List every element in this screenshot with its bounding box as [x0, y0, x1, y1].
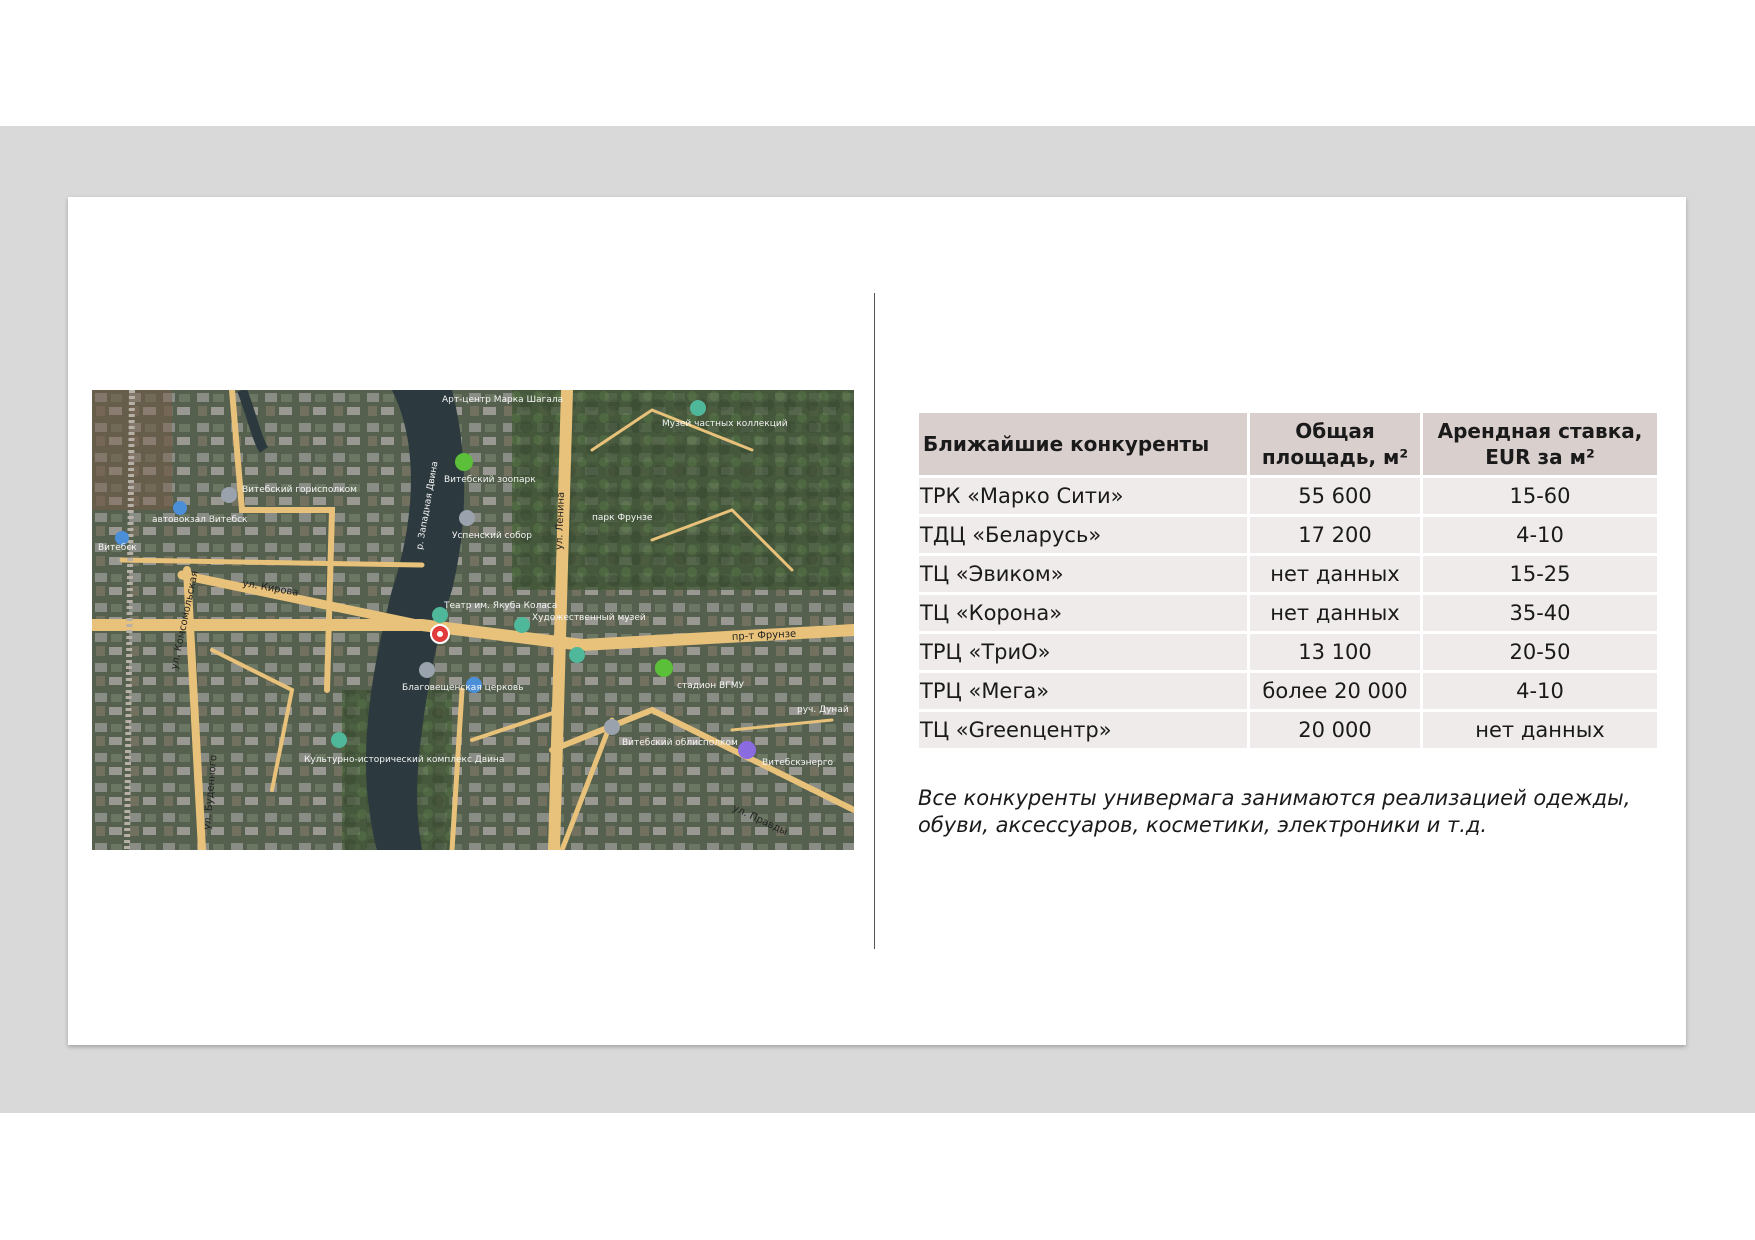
rail-yard-area	[92, 390, 172, 510]
street-label: пр-т Фрунзе	[731, 628, 797, 643]
map-label: Театр им. Якуба Коласа	[444, 601, 558, 611]
map-label: Музей частных коллекций	[662, 419, 788, 429]
competitor-name: ТЦ «Greenцентр»	[919, 712, 1247, 748]
museum-icon	[514, 617, 530, 633]
church-icon	[459, 510, 475, 526]
competitor-rent: 15-25	[1423, 556, 1657, 592]
vertical-divider	[874, 293, 875, 949]
competitor-name: ТЦ «Корона»	[919, 595, 1247, 631]
satellite-map[interactable]	[92, 390, 854, 850]
map-label: Витебский облисполком	[622, 738, 738, 748]
building-icon	[604, 719, 620, 735]
competitor-name: ТРЦ «Мега»	[919, 673, 1247, 709]
competitors-note: Все конкуренты универмага занимаются реализацией одежды, обуви, аксессуаров, косметики, электроники и т.д.	[918, 786, 1631, 837]
table-row	[919, 517, 1657, 553]
power-icon	[738, 741, 756, 759]
table-row	[919, 556, 1657, 592]
competitors-table	[916, 410, 1660, 751]
competitor-area: 17 200	[1250, 517, 1420, 553]
map-label: Витебскэнерго	[762, 758, 834, 768]
map-label: Витебский горисполком	[242, 485, 357, 495]
competitor-rent: 15-60	[1423, 478, 1657, 514]
competitor-rent: нет данных	[1423, 712, 1657, 748]
map-label: Витебский зоопарк	[444, 475, 536, 485]
zoo-icon	[455, 453, 473, 471]
stadium-icon	[655, 659, 673, 677]
map-canvas	[92, 390, 854, 850]
map-label: парк Фрунзе	[592, 513, 653, 523]
map-label: Витебск	[98, 543, 137, 553]
competitor-rent: 4-10	[1423, 673, 1657, 709]
table-row	[919, 712, 1657, 748]
competitor-name: ТЦ «Эвиком»	[919, 556, 1247, 592]
table-row	[919, 595, 1657, 631]
museum-icon	[569, 647, 585, 663]
competitor-name: ТРК «Марко Сити»	[919, 478, 1247, 514]
museum-icon	[331, 732, 347, 748]
competitor-area: более 20 000	[1250, 673, 1420, 709]
map-label: автовокзал Витебск	[152, 515, 248, 525]
map-label: Художественный музей	[532, 613, 646, 623]
competitor-area: нет данных	[1250, 595, 1420, 631]
competitor-name: ТРЦ «ТриО»	[919, 634, 1247, 670]
map-label: Благовещенская церковь	[402, 683, 524, 693]
competitor-area: 20 000	[1250, 712, 1420, 748]
table-header-row	[919, 413, 1657, 475]
street-label: ул. Ленина	[554, 491, 568, 551]
table-row	[919, 673, 1657, 709]
map-label: стадион ВГМУ	[677, 681, 744, 691]
slide	[68, 197, 1686, 1045]
table-row	[919, 478, 1657, 514]
competitor-rent: 20-50	[1423, 634, 1657, 670]
street-label: ул. Буденного	[202, 754, 220, 831]
competitor-area: 55 600	[1250, 478, 1420, 514]
column-header-area: Общая площадь, м²	[1250, 413, 1420, 475]
map-label: Культурно-исторический комплекс Двина	[304, 755, 505, 765]
church-icon	[419, 662, 435, 678]
street-label: ул. Комсомольская	[169, 569, 201, 671]
competitor-area: 13 100	[1250, 634, 1420, 670]
building-icon	[221, 487, 237, 503]
map-label: руч. Дунай	[797, 705, 849, 715]
column-header-competitors: Ближайшие конкуренты	[919, 413, 1247, 475]
map-label: Арт-центр Марка Шагала	[442, 395, 564, 405]
column-header-rent: Арендная ставка, EUR за м²	[1423, 413, 1657, 475]
map-label: Успенский собор	[452, 531, 532, 541]
competitor-rent: 35-40	[1423, 595, 1657, 631]
street-label: ул. Правды	[730, 802, 790, 838]
museum-icon	[690, 400, 706, 416]
competitor-area: нет данных	[1250, 556, 1420, 592]
table-row	[919, 634, 1657, 670]
competitor-rent: 4-10	[1423, 517, 1657, 553]
bus-station-icon	[173, 501, 187, 515]
street-label: ул. Кирова	[241, 578, 300, 599]
competitor-name: ТДЦ «Беларусь»	[919, 517, 1247, 553]
river-label: р. Западная Двина	[415, 460, 441, 551]
